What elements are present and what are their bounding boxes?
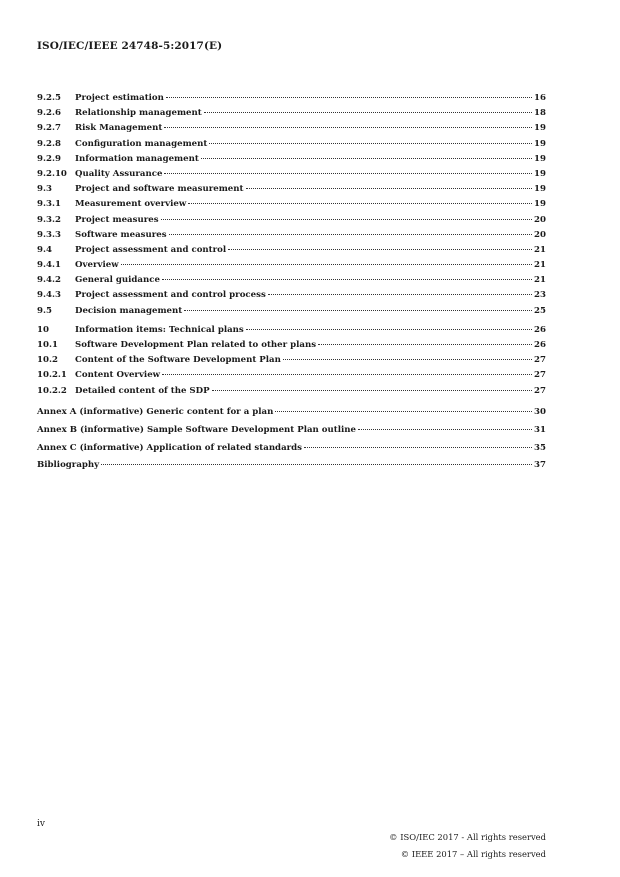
toc-annex-title: Annex C (informative) Application of related standards [37, 442, 303, 453]
toc-entry-number: 10.2 [37, 355, 58, 366]
toc-entry[interactable] [37, 182, 546, 197]
toc-dot-leader [166, 97, 532, 98]
toc-entry-title: Project estimation [75, 93, 164, 103]
toc-entry[interactable] [37, 152, 546, 167]
toc-entry-number: 9.2.6 [37, 108, 61, 119]
table-of-contents [37, 91, 546, 474]
toc-entry-number: 9.3.2 [37, 214, 61, 225]
toc-entry[interactable] [37, 304, 546, 319]
toc-dot-leader [268, 294, 532, 295]
toc-annex-page: 30 [534, 406, 546, 417]
toc-entry-number: 9.4 [37, 244, 52, 255]
toc-entry-title: Risk Management [75, 123, 163, 134]
toc-entry[interactable] [37, 137, 546, 152]
toc-entry-page: 20 [534, 214, 546, 225]
toc-entry-title: Relationship management [75, 108, 202, 119]
toc-entry[interactable] [37, 338, 546, 353]
toc-entry-number: 9.3.1 [37, 199, 61, 210]
toc-entry-title: Software measures [75, 229, 167, 240]
toc-entry-title: General guidance [75, 275, 160, 286]
toc-entry-page: 18 [534, 108, 546, 119]
toc-entry-page: 20 [534, 229, 546, 240]
toc-entry-title: Project assessment and control process [75, 290, 266, 301]
toc-entry-number: 9.3 [37, 184, 52, 195]
toc-dot-leader [358, 429, 532, 430]
toc-entry-page: 27 [534, 385, 546, 396]
toc-entry[interactable] [37, 273, 546, 288]
toc-entry-title: Project assessment and control [75, 244, 227, 255]
toc-entry-page: 19 [534, 168, 546, 179]
toc-dot-leader [246, 329, 532, 330]
toc-entry-page: 27 [534, 355, 546, 366]
copyright-ieee: © IEEE 2017 – All rights reserved [400, 849, 546, 859]
toc-dot-leader [318, 344, 532, 345]
toc-dot-leader [164, 127, 532, 128]
toc-bibliography-page: 37 [534, 459, 546, 470]
toc-dot-leader [228, 249, 532, 250]
toc-entry-number: 9.2.9 [37, 153, 61, 164]
toc-entry-number: 10.1 [37, 340, 58, 350]
toc-entry-title: Decision management [75, 305, 183, 316]
toc-entry[interactable] [37, 353, 546, 368]
toc-entry-number: 9.2.10 [37, 168, 67, 179]
toc-entry-title: Project measures [75, 214, 159, 225]
toc-dot-leader [188, 203, 532, 204]
toc-entry-title: Information management [75, 153, 199, 164]
toc-entry[interactable] [37, 323, 546, 338]
toc-annex-title: Annex A (informative) Generic content for a plan [37, 406, 274, 417]
toc-annex-entry[interactable] [37, 421, 546, 439]
toc-entry-number: 10.2.1 [37, 370, 67, 381]
toc-entry-number: 9.2.7 [37, 123, 61, 134]
toc-dot-leader [164, 173, 532, 174]
toc-dot-leader [246, 188, 533, 189]
toc-entry[interactable] [37, 258, 546, 273]
toc-entry-page: 26 [534, 340, 546, 350]
toc-entry-title: Information items: Technical plans [75, 324, 244, 335]
toc-entry-page: 19 [534, 153, 546, 164]
toc-dot-leader [212, 390, 532, 391]
toc-dot-leader [162, 279, 532, 280]
toc-entry-page: 19 [534, 199, 546, 210]
toc-dot-leader [121, 264, 532, 265]
toc-entry-title: Content of the Software Development Plan [75, 355, 281, 366]
toc-entry-number: 10.2.2 [37, 385, 67, 396]
toc-entry-number: 9.3.3 [37, 229, 61, 240]
toc-entry-number: 9.2.8 [37, 138, 61, 149]
toc-entry-page: 25 [534, 305, 546, 316]
toc-entry-title: Overview [75, 260, 119, 271]
copyright-iso: © ISO/IEC 2017 - All rights reserved [389, 832, 546, 842]
toc-entry-page: 21 [534, 260, 546, 271]
toc-annex-page: 31 [534, 424, 546, 435]
toc-entry[interactable] [37, 243, 546, 258]
toc-dot-leader [169, 234, 532, 235]
toc-entry-title: Detailed content of the SDP [75, 385, 210, 396]
toc-entry[interactable] [37, 197, 546, 212]
toc-entry-title: Configuration management [75, 138, 208, 149]
toc-annex-entry[interactable] [37, 403, 546, 421]
toc-entry-page: 16 [534, 93, 546, 103]
toc-entry-number: 9.4.1 [37, 260, 61, 271]
toc-entry[interactable] [37, 121, 546, 136]
toc-entry-number: 9.4.2 [37, 275, 61, 286]
toc-entry[interactable] [37, 288, 546, 303]
toc-entry-page: 21 [534, 244, 546, 255]
toc-entry-page: 19 [534, 184, 546, 195]
toc-entry-page: 19 [534, 138, 546, 149]
toc-dot-leader [184, 310, 532, 311]
toc-entry-page: 26 [534, 324, 546, 335]
toc-entry-title: Content Overview [75, 370, 161, 381]
toc-entry-page: 27 [534, 370, 546, 381]
toc-dot-leader [209, 143, 532, 144]
toc-annex-entry[interactable] [37, 439, 546, 457]
toc-bibliography-title: Bibliography [37, 459, 100, 470]
toc-bibliography-entry[interactable] [37, 457, 546, 474]
toc-entry-page: 23 [534, 290, 546, 301]
toc-dot-leader [204, 112, 532, 113]
toc-dot-leader [161, 219, 532, 220]
toc-entry-title: Project and software measurement [75, 184, 244, 195]
toc-entry-title: Software Development Plan related to other plans [75, 340, 317, 350]
toc-annex-page: 35 [534, 442, 546, 453]
toc-entry-number: 9.2.5 [37, 93, 61, 103]
toc-entry-title: Quality Assurance [75, 168, 163, 179]
toc-entry[interactable] [37, 213, 546, 228]
toc-entry[interactable] [37, 368, 546, 383]
toc-dot-leader [101, 464, 532, 465]
toc-entry-number: 10 [37, 324, 49, 335]
toc-annex-title: Annex B (informative) Sample Software Development Plan outline [37, 424, 356, 435]
toc-dot-leader [275, 411, 532, 412]
toc-entry[interactable] [37, 384, 546, 399]
toc-entry[interactable] [37, 167, 546, 182]
document-header: ISO/IEC/IEEE 24748-5:2017(E) [37, 40, 223, 52]
toc-dot-leader [283, 359, 532, 360]
toc-dot-leader [304, 447, 532, 448]
toc-entry[interactable] [37, 106, 546, 121]
toc-entry-page: 21 [534, 275, 546, 286]
toc-entry-title: Measurement overview [75, 199, 187, 210]
toc-entry-page: 19 [534, 123, 546, 134]
page-number: iv [37, 819, 45, 829]
toc-entry-number: 9.4.3 [37, 290, 61, 301]
toc-dot-leader [201, 158, 532, 159]
toc-dot-leader [162, 374, 532, 375]
toc-entry[interactable] [37, 91, 546, 106]
toc-entry-number: 9.5 [37, 305, 52, 316]
toc-entry[interactable] [37, 228, 546, 243]
